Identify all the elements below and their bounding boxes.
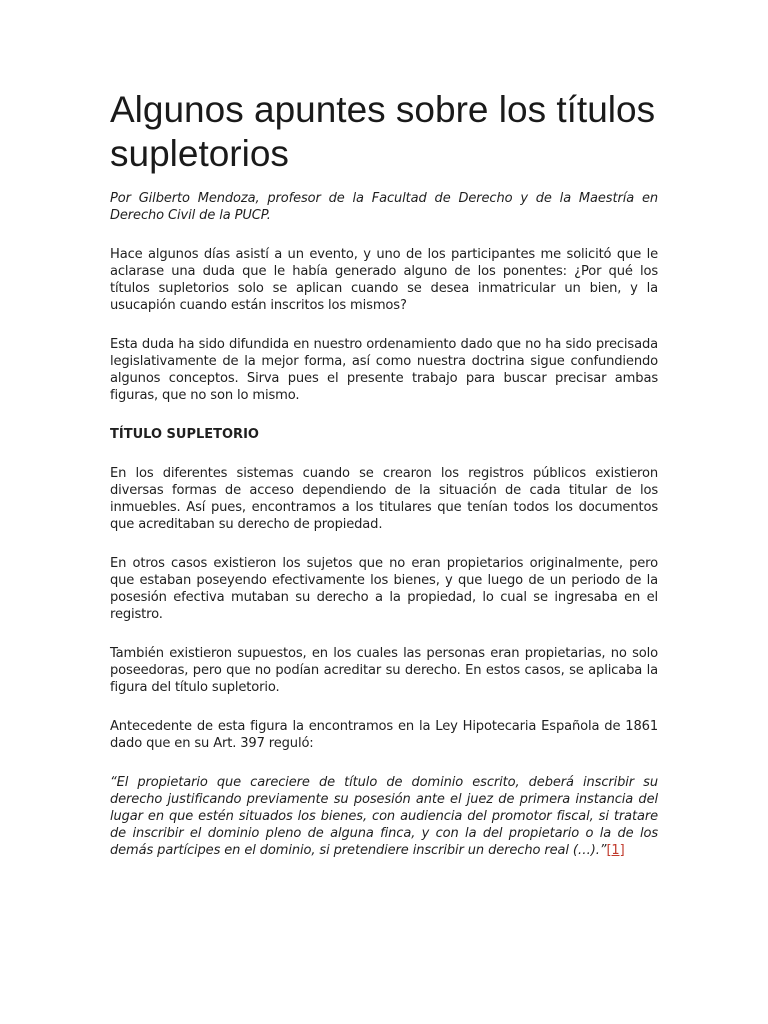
paragraph-intro: Hace algunos días asistí a un evento, y uno de los participantes me solicitó que le aclarase una duda que le había generado alguno de los ponentes: ¿Por qué los títulos supletorios solo se aplican cuando se desea inmatricular un bien, y la usucapión cuando están inscritos los mismos?	[110, 247, 658, 313]
paragraph-systems: En los diferentes sistemas cuando se crearon los registros públicos existieron diversas formas de acceso dependiendo de la situación de cada titular de los inmuebles. Así pues, encontramos a los titulares que tenían todos los documentos que acreditaban su derecho de propiedad.	[110, 466, 658, 532]
paragraph-antecedent: Antecedente de esta figura la encontramos en la Ley Hipotecaria Española de 1861 dado que en su Art. 397 reguló:	[110, 719, 658, 751]
paragraph-assumptions: También existieron supuestos, en los cuales las personas eran propietarias, no solo poseedoras, pero que no podían acreditar su derecho. En estos casos, se aplicaba la figura del título supletorio.	[110, 646, 658, 695]
article-title: Algunos apuntes sobre los títulos supletorios	[110, 89, 656, 174]
article-byline: Por Gilberto Mendoza, profesor de la Facultad de Derecho y de la Maestría en Derecho Civil de la PUCP.	[110, 191, 658, 223]
legal-quote	[110, 774, 658, 859]
section-heading: TÍTULO SUPLETORIO	[110, 427, 259, 442]
paragraph-context: Esta duda ha sido difundida en nuestro ordenamiento dado que no ha sido precisada legislativamente de la mejor forma, así como nuestra doctrina sigue confundiendo algunos conceptos. Sirva pues el presente trabajo para buscar precisar ambas figuras, que no son lo mismo.	[110, 337, 658, 403]
quote-text: “El propietario que careciere de título de dominio escrito, deberá inscribir su derecho justificando previamente su posesión ante el juez de primera instancia del lugar en que estén situados los bienes, con audiencia del promotor fiscal, si tratare de inscribir el dominio pleno de alguna finca, y con la del propietario o la de los demás partícipes en el dominio, si pretendiere inscribir un derecho real (…).”	[110, 775, 658, 858]
article	[110, 88, 658, 859]
paragraph-other-cases: En otros casos existieron los sujetos que no eran propietarios originalmente, pero que estaban poseyendo efectivamente los bienes, y que luego de un periodo de la posesión efectiva mutaban su derecho a la propiedad, lo cual se ingresaba en el registro.	[110, 556, 658, 622]
footnote-link[interactable]: [1]	[606, 843, 625, 858]
